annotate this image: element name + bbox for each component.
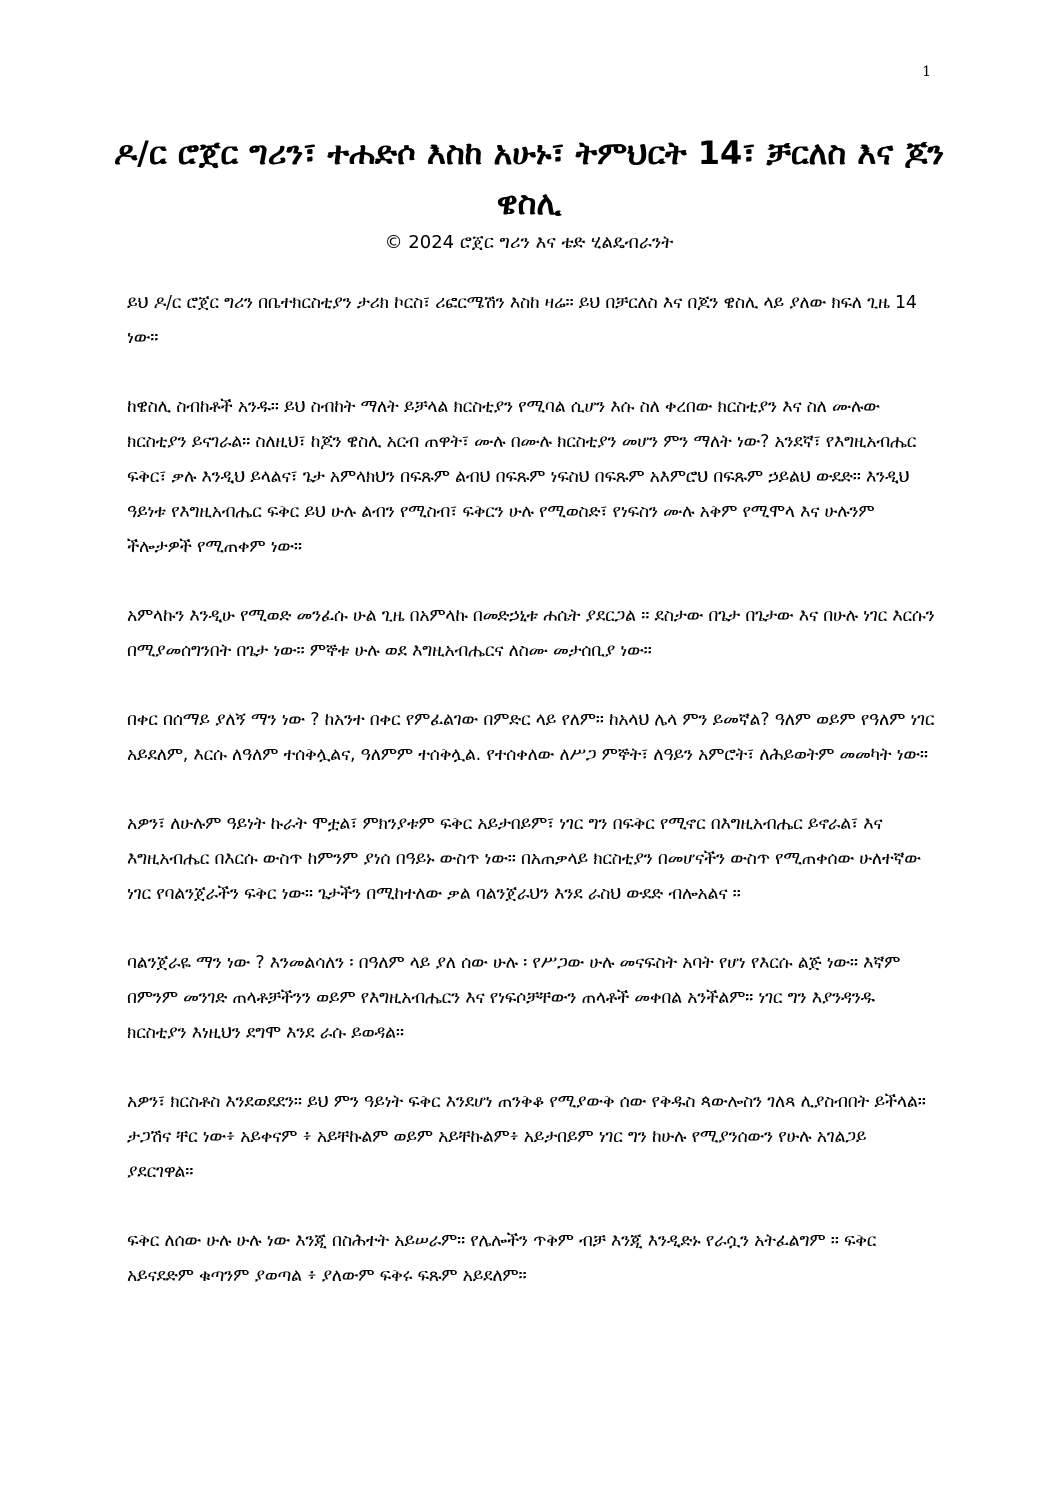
paragraph-2: ከዌስሊ ስብከቶች አንዱ። ይህ ስብከት ማለት ይቻላል ክርስቲያን የሚባል ሲሆን እሱ ስለ ቀረበው ክርስቲያን እና ስለ ሙሉው ክርስቲያን ይናገራል። ስለዚህ፣ ከጆን ዌስሊ አርብ ጠዋት፣ ሙሉ በሙሉ ክርስቲያን መሆን ምን ማለት ነው? አንደኛ፣ የእግዚአብሔር ፍቅር፣ ቃሉ እንዲህ ይላልና፣ ጌታ አምላክህን በፍጹም ልብህ በፍጹም ነፍስህ በፍጹም አእምሮህ በፍጹም ኃይልህ ውደድ። እንዲህ ዓይነቱ የእግዚአብሔር ፍቅር ይህ ሁሉ ልብን የሚስብ፣ ፍቅርን ሁሉ የሚወስድ፣ የነፍስን ሙሉ አቅም የሚሞላ እና ሁሉንም ችሎታዎች የሚጠቀም ነው። — [127, 397, 917, 557]
copyright-line: © 2024 ሮጀር ግሪን እና ቴድ ሂልዴብራንት — [384, 232, 674, 253]
paragraph-5: አዎን፣ ለሁሉም ዓይነት ኩራት ሞቷል፣ ምክንያቱም ፍቅር አይታበይም፣ ነገር ግን በፍቅር የሚኖር በእግዚአብሔር ይኖራል፣ እና እግዚአብሔር በእርሱ ውስጥ ከምንም ያነሰ በዓይኑ ውስጥ ነው። በአጠቃላይ ክርስቲያን በመሆናችን ውስጥ የሚጠቀሰው ሁለተኛው ነገር የባልንጀራችን ፍቅር ነው። ጌታችን በሚከተለው ቃል ባልንጀራህን እንደ ራስህ ውደድ ብሎአልና ። — [127, 814, 921, 904]
page-number: 1 — [922, 64, 931, 80]
paragraph-7: አዎን፣ ክርስቶስ እንደወደደን። ይህ ምን ዓይነት ፍቅር እንደሆነ ጠንቅቆ የሚያውቅ ሰው የቅዱስ ጳውሎስን ገለጻ ሊያስብበት ይችላል። ታጋሽና ቸር ነው፥ አይቀናም ፥ አይቸኩልም ወይም አይቸኩልም፥ አይታበይም ነገር ግን ከሁሉ የሚያንሰውን የሁሉ አገልጋይ ያደርገዋል። — [127, 1092, 926, 1182]
document-body — [127, 286, 937, 1328]
paragraph-6: ባልንጀራዬ ማን ነው ? እንመልሳለን ፡ በዓለም ላይ ያለ ሰው ሁሉ ፡ የሥጋው ሁሉ መናፍስት አባት የሆነ የእርሱ ልጅ ነው። እኛም በምንም መንገድ ጠላቶቻችንን ወይም የእግዚአብሔርን እና የነፍሶቻቸውን ጠላቶች መቀበል አንችልም። ነገር ግን እያንዳንዱ ክርስቲያን እነዚህን ደግሞ እንደ ራሱ ይወዳል። — [127, 953, 901, 1043]
paragraph-4: በቀር በሰማይ ያለኝ ማን ነው ? ከአንተ በቀር የምፈልገው በምድር ላይ የለም። ከአላህ ሌላ ምን ይመኛል? ዓለም ወይም የዓለም ነገር አይደለም, እርሱ ለዓለም ተሰቅሏልና, ዓለምም ተሰቅሏል. የተሰቀለው ለሥጋ ምኞት፣ ለዓይን አምሮት፣ ለሕይወትም መመካት ነው። — [127, 710, 935, 765]
paragraph-3: አምላኩን እንዲሁ የሚወድ መንፈሱ ሁል ጊዜ በአምላኩ በመድኃኒቱ ሐሴት ያደርጋል ። ደስታው በጌታ በጌታው እና በሁሉ ነገር እርሱን በሚያመሰግንበት በጌታ ነው። ምኞቱ ሁሉ ወደ እግዚአብሔርና ለስሙ መታሰቢያ ነው። — [127, 606, 935, 661]
paragraph-8: ፍቅር ለሰው ሁሉ ሁሉ ነው እንጂ በስሕተት አይሠራም። የሌሎችን ጥቅም ብቻ እንጂ እንዲድኑ የራሷን አትፈልግም ። ፍቅር አይናደድም ቁጣንም ያወጣል ፥ ያለውም ፍቅሩ ፍጹም አይደለም። — [127, 1231, 877, 1286]
paragraph-1: ይህ ዶ/ር ሮጀር ግሪን በቤተክርስቲያን ታሪክ ኮርስ፣ ሪፎርሜሽን እስከ ዛሬ። ይህ በቻርለስ እና በጆን ዌስሊ ላይ ያለው ክፍለ ጊዜ 14 ነው። — [127, 293, 917, 348]
document-title: ዶ/ር ሮጀር ግሪን፣ ተሐድሶ እስከ አሁኑ፣ ትምህርት 14፣ ቻርለስ እና ጆን ዌስሊ — [113, 134, 945, 222]
